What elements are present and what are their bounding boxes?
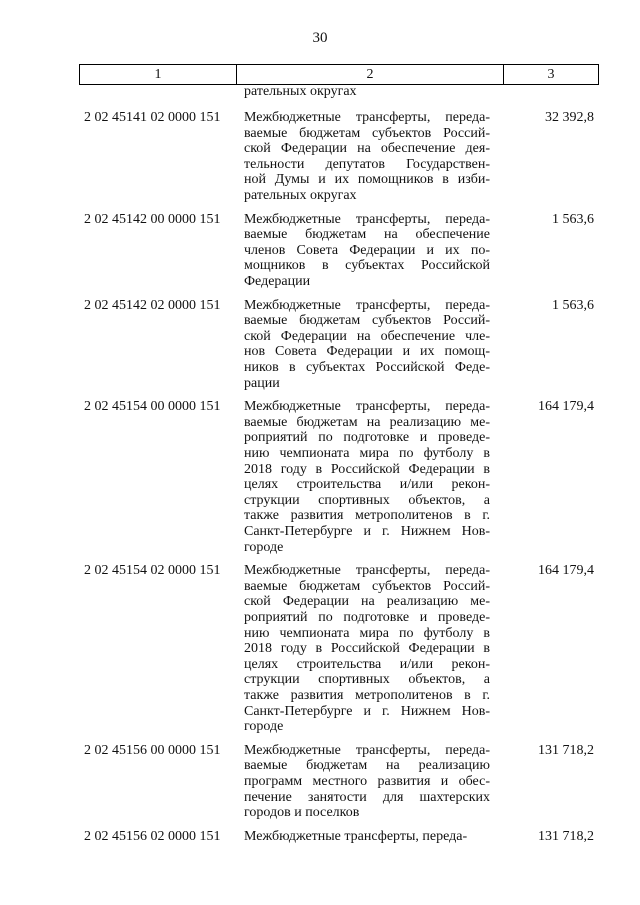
row-amount: 164 179,4 [538, 399, 594, 415]
description-line: ской Федерации на обеспечение чле- [244, 328, 490, 344]
description-line: программ местного развития и обес- [244, 773, 490, 789]
row-amount: 164 179,4 [538, 563, 594, 579]
description-line: ной Думы и их помощников в изби- [244, 172, 490, 188]
description-line: Санкт-Петербурге и г. Нижнем Нов- [244, 523, 490, 539]
description-line: ваемые бюджетам субъектов Россий- [244, 125, 490, 141]
description-line: Межбюджетные трансферты, переда- [244, 742, 490, 758]
description-line: целях строительства и/или рекон- [244, 656, 490, 672]
table-header [79, 64, 599, 85]
description-line: тельности депутатов Государствен- [244, 156, 490, 172]
description-line: роприятий по подготовке и проведе- [244, 430, 490, 446]
description-line: Межбюджетные трансферты, переда- [244, 828, 468, 844]
row-amount: 1 563,6 [552, 297, 594, 313]
row-description [244, 563, 490, 735]
description-line: ваемые бюджетам субъектов Россий- [244, 578, 490, 594]
row-description [244, 399, 490, 555]
header-col-3: 3 [547, 66, 555, 82]
row-code: 2 02 45142 02 0000 151 [84, 297, 221, 313]
page-number: 30 [312, 30, 328, 46]
description-line: Федерации [244, 273, 311, 289]
description-line: ваемые бюджетам на реализацию [244, 758, 490, 774]
description-line: Межбюджетные трансферты, переда- [244, 399, 490, 415]
row-amount: 131 718,2 [538, 828, 594, 844]
header-col-1: 1 [80, 65, 237, 84]
description-line: целях строительства и/или рекон- [244, 477, 490, 493]
row-amount: 32 392,8 [545, 110, 594, 125]
row-description [244, 298, 490, 392]
description-line: рательных округах [244, 84, 357, 99]
description-line: струкции спортивных объектов, а [244, 672, 490, 688]
description-line: ской Федерации на обеспечение дея- [244, 141, 490, 157]
row-description [244, 84, 490, 100]
row-amount: 131 718,2 [538, 742, 594, 758]
row-code: 2 02 45142 00 0000 151 [84, 211, 221, 227]
description-line: мощников в субъектах Российской [244, 258, 490, 274]
row-amount: 1 563,6 [552, 211, 594, 227]
description-line: также развития метрополитенов в г. [244, 508, 490, 524]
description-line: 2018 году в Российской Федерации в [244, 461, 490, 477]
description-line: нов Совета Федерации и их помощ- [244, 344, 490, 360]
description-line: Межбюджетные трансферты, переда- [244, 563, 490, 579]
description-line: печение занятости для шахтерских [244, 789, 490, 805]
description-line: струкции спортивных объектов, а [244, 492, 490, 508]
row-description [244, 829, 490, 845]
description-line: ской Федерации на реализацию ме- [244, 594, 490, 610]
description-line: роприятий по подготовке и проведе- [244, 609, 490, 625]
row-description [244, 212, 490, 290]
description-line: ваемые бюджетам субъектов Россий- [244, 313, 490, 329]
description-line: Санкт-Петербурге и г. Нижнем Нов- [244, 703, 490, 719]
description-line: ваемые бюджетам на обеспечение [244, 227, 490, 243]
description-line: нию чемпионата мира по футболу в [244, 625, 490, 641]
header-col-2: 2 [237, 65, 504, 84]
description-line: городов и поселков [244, 805, 360, 821]
row-code: 2 02 45156 02 0000 151 [84, 828, 221, 844]
description-line: ников в субъектах Российской Феде- [244, 359, 490, 375]
row-code: 2 02 45154 00 0000 151 [84, 399, 221, 415]
description-line: 2018 году в Российской Федерации в [244, 641, 490, 657]
row-code: 2 02 45141 02 0000 151 [84, 110, 221, 125]
description-line: городе [244, 539, 284, 555]
description-line: Межбюджетные трансферты, переда- [244, 211, 490, 227]
row-code: 2 02 45156 00 0000 151 [84, 742, 221, 758]
row-code: 2 02 45154 02 0000 151 [84, 563, 221, 579]
row-description [244, 110, 490, 204]
row-description [244, 743, 490, 821]
description-line: Межбюджетные трансферты, переда- [244, 110, 490, 125]
description-line: членов Совета Федерации и их по- [244, 242, 490, 258]
description-line: нию чемпионата мира по футболу в [244, 445, 490, 461]
description-line: ваемые бюджетам на реализацию ме- [244, 414, 490, 430]
description-line: рации [244, 375, 280, 391]
description-line: Межбюджетные трансферты, переда- [244, 297, 490, 313]
description-line: городе [244, 719, 284, 735]
description-line: рательных округах [244, 187, 357, 203]
description-line: также развития метрополитенов в г. [244, 687, 490, 703]
